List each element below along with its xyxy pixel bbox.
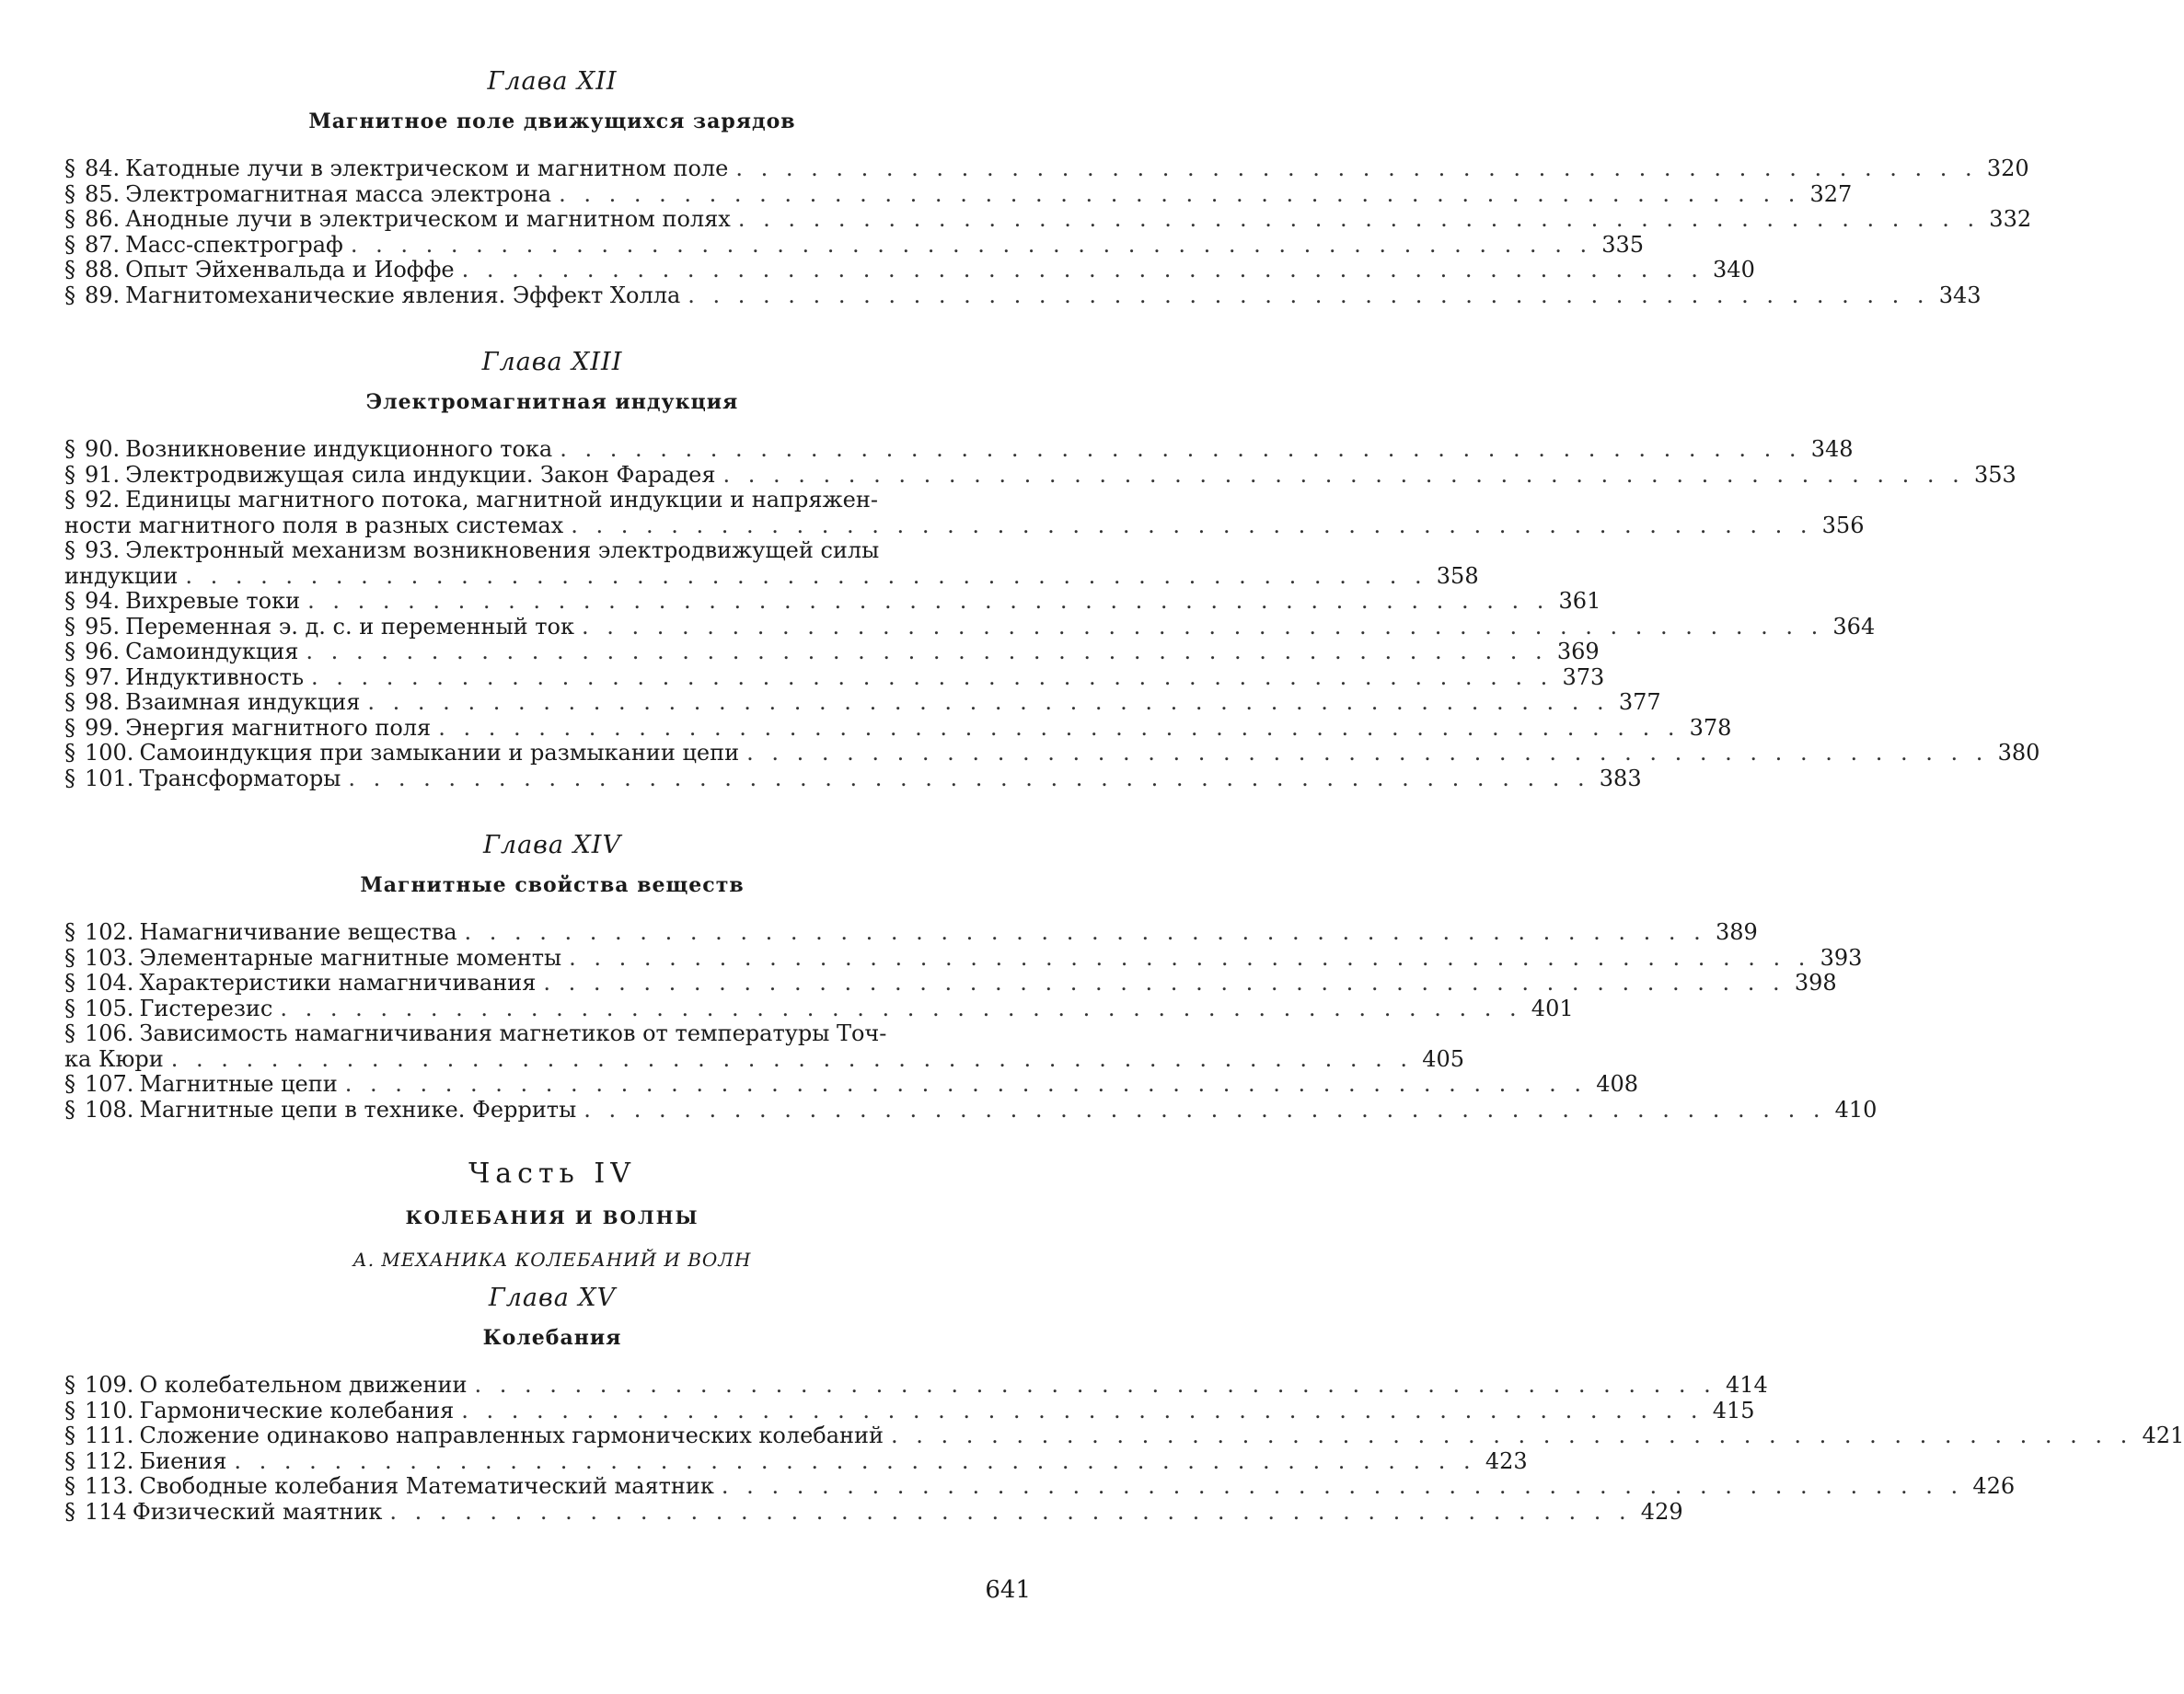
leader-dots: . . . . . . . . . . . . . . . . . . . . . . . . . . . . . . . . . . . . . . . . . . . . . . . . . . (746, 741, 1988, 766)
leader-dots: . . . . . . . . . . . . . . . . . . . . . . . . . . . . . . . . . . . . . . . . . . . . . . . . . . (367, 690, 1609, 716)
leader-dots: . . . . . . . . . . . . . . . . . . . . . . . . . . . . . . . . . . . . . . . . . . . . . . . . . . (307, 589, 1549, 615)
leader-dots: . . . . . . . . . . . . . . . . . . . . . . . . . . . . . . . . . . . . . . . . . . . . . . . . . . (311, 665, 1553, 691)
entry-page: 378 (1687, 716, 1731, 742)
entry-number: 114 (85, 1500, 127, 1526)
entry-page: 426 (1970, 1474, 2015, 1500)
leader-dots: . . . . . . . . . . . . . . . . . . . . . . . . . . . . . . . . . . . . . . . . . . . . . . . . . . (582, 615, 1823, 640)
entry-title: Трансформаторы (139, 766, 341, 792)
chapter-title: Электромагнитная индукция (64, 387, 1040, 417)
toc-entry (64, 538, 1040, 589)
leader-dots: . . . . . . . . . . . . . . . . . . . . . . . . . . . . . . . . . . . . . . . . . . . . . . . . . . (560, 437, 1801, 463)
entry-page: 361 (1556, 589, 1600, 615)
section-sign: § (64, 920, 85, 946)
toc-entry (64, 1449, 1040, 1475)
entry-page: 332 (1987, 207, 2031, 233)
entry-title: Магнитные цепи (139, 1072, 337, 1098)
entry-number: 91. (85, 463, 120, 489)
section-title: А. МЕХАНИКА КОЛЕБАНИЙ И ВОЛН (64, 1246, 1040, 1273)
toc-entry (64, 1072, 1040, 1098)
leader-dots: . . . . . . . . . . . . . . . . . . . . . . . . . . . . . . . . . . . . . . . . . . . . . . . . . . (543, 971, 1785, 997)
entry-page: 327 (1808, 182, 1852, 208)
entry-title: Намагничивание вещества (139, 920, 456, 946)
entry-number: 95. (85, 615, 120, 640)
leader-dots: . . . . . . . . . . . . . . . . . . . . . . . . . . . . . . . . . . . . . . . . . . . . . . . . . . (348, 766, 1589, 792)
section-sign: § (64, 1474, 85, 1500)
toc-list (64, 156, 1040, 308)
entry-number: 107. (85, 1072, 133, 1098)
entry-number: 96. (85, 640, 120, 665)
entry-title: Опыт Эйхенвальда и Иоффе (125, 258, 454, 283)
toc-page (64, 64, 1040, 1525)
entry-number: 87. (85, 233, 120, 259)
leader-dots: . . . . . . . . . . . . . . . . . . . . . . . . . . . . . . . . . . . . . . . . . . . . . . . . . . (351, 233, 1592, 259)
part-label: Часть IV (64, 1156, 1040, 1193)
entry-number: 86. (85, 207, 120, 233)
leader-dots: . . . . . . . . . . . . . . . . . . . . . . . . . . . . . . . . . . . . . . . . . . . . . . . . . . (559, 182, 1800, 208)
entry-title: Единицы магнитного потока, магнитной индукции и напряжен- (125, 488, 878, 513)
entry-page: 353 (1972, 463, 2016, 489)
leader-dots: . . . . . . . . . . . . . . . . . . . . . . . . . . . . . . . . . . . . . . . . . . . . . . . . . . (345, 1072, 1587, 1098)
entry-page: 383 (1598, 766, 1642, 792)
toc-entry (64, 615, 1040, 640)
chapter-label: Глава XIII (64, 345, 1040, 380)
entry-page: 340 (1711, 258, 1755, 283)
section-sign: § (64, 437, 85, 463)
toc-entry (64, 589, 1040, 615)
toc-entry (64, 690, 1040, 716)
toc-entry (64, 1373, 1040, 1399)
entry-number: 108. (85, 1098, 133, 1124)
entry-page: 377 (1617, 690, 1661, 716)
toc-list (64, 920, 1040, 1123)
toc-entry (64, 997, 1040, 1022)
entry-number: 102. (85, 920, 133, 946)
entry-title: Самоиндукция (125, 640, 298, 665)
entry-title-continued: ности магнитного поля в разных системах (64, 513, 563, 539)
entry-page: 414 (1724, 1373, 1768, 1399)
section-sign: § (64, 716, 85, 742)
entry-number: 111. (85, 1423, 133, 1449)
toc-list (64, 1373, 1040, 1525)
entry-title: Магнитные цепи в технике. Ферриты (139, 1098, 576, 1124)
entry-number: 88. (85, 258, 120, 283)
toc-entry (64, 1021, 1040, 1072)
toc-entry (64, 463, 1040, 489)
entry-title: Элементарные магнитные моменты (139, 946, 561, 972)
entry-number: 112. (85, 1449, 133, 1475)
section-sign: § (64, 463, 85, 489)
entry-title: Физический маятник (133, 1500, 383, 1526)
chapter-label: Глава XIV (64, 828, 1040, 863)
section-sign: § (64, 1098, 85, 1124)
section-sign: § (64, 207, 85, 233)
section-sign: § (64, 1021, 85, 1047)
leader-dots: . . . . . . . . . . . . . . . . . . . . . . . . . . . . . . . . . . . . . . . . . . . . . . . . . . (465, 920, 1706, 946)
toc-entry (64, 1474, 1040, 1500)
toc-entry (64, 437, 1040, 463)
entry-title: Взаимная индукция (125, 690, 360, 716)
toc-list (64, 437, 1040, 791)
leader-dots: . . . . . . . . . . . . . . . . . . . . . . . . . . . . . . . . . . . . . . . . . . . . . . . . . . (738, 207, 1980, 233)
entry-number: 109. (85, 1373, 133, 1399)
entry-title: Самоиндукция при замыкании и размыкании цепи (139, 741, 739, 766)
section-sign: § (64, 766, 85, 792)
leader-dots: . . . . . . . . . . . . . . . . . . . . . . . . . . . . . . . . . . . . . . . . . . . . . . . . . . (234, 1449, 1475, 1475)
entry-page: 423 (1484, 1449, 1528, 1475)
leader-dots: . . . . . . . . . . . . . . . . . . . . . . . . . . . . . . . . . . . . . . . . . . . . . . . . . . (185, 564, 1427, 590)
chapter-block (64, 64, 1040, 308)
entry-title: Зависимость намагничивания магнетиков от температуры Точ- (139, 1021, 886, 1047)
section-sign: § (64, 997, 85, 1022)
toc-entry (64, 920, 1040, 946)
toc-entry (64, 946, 1040, 972)
entry-number: 106. (85, 1021, 133, 1047)
section-sign: § (64, 665, 85, 691)
entry-page: 389 (1714, 920, 1758, 946)
entry-page: 393 (1818, 946, 1862, 972)
entry-number: 92. (85, 488, 120, 513)
entry-title: Электродвижущая сила индукции. Закон Фарадея (125, 463, 715, 489)
toc-entry (64, 716, 1040, 742)
entry-page: 343 (1937, 283, 1982, 309)
entry-title: Свободные колебания Математический маятник (139, 1474, 713, 1500)
toc-entry (64, 156, 1040, 182)
toc-entry (64, 665, 1040, 691)
entry-page: 421 (2140, 1423, 2184, 1449)
toc-entry (64, 488, 1040, 538)
chapter-label: Глава XV (64, 1281, 1040, 1316)
entry-title: Энергия магнитного поля (125, 716, 431, 742)
part-block (64, 1156, 1040, 1273)
entry-page: 369 (1555, 640, 1600, 665)
leader-dots: . . . . . . . . . . . . . . . . . . . . . . . . . . . . . . . . . . . . . . . . . . . . . . . . . . (462, 258, 1704, 283)
toc-entry (64, 971, 1040, 997)
section-sign: § (64, 258, 85, 283)
entry-page: 364 (1831, 615, 1875, 640)
entry-number: 98. (85, 690, 120, 716)
entry-number: 113. (85, 1474, 133, 1500)
entry-title: Характеристики намагничивания (139, 971, 536, 997)
entry-page: 410 (1832, 1098, 1877, 1124)
section-sign: § (64, 640, 85, 665)
toc-entry (64, 1098, 1040, 1124)
entry-number: 105. (85, 997, 133, 1022)
leader-dots: . . . . . . . . . . . . . . . . . . . . . . . . . . . . . . . . . . . . . . . . . . . . . . . . . . (722, 1474, 1963, 1500)
entry-page: 401 (1530, 997, 1574, 1022)
entry-title: Возникновение индукционного тока (125, 437, 552, 463)
section-sign: § (64, 690, 85, 716)
chapter-title: Магнитные свойства веществ (64, 870, 1040, 900)
leader-dots: . . . . . . . . . . . . . . . . . . . . . . . . . . . . . . . . . . . . . . . . . . . . . . . . . . (389, 1500, 1631, 1526)
toc-entry (64, 1423, 1040, 1449)
entry-title: Биения (139, 1449, 226, 1475)
entry-title: Переменная э. д. с. и переменный ток (125, 615, 574, 640)
entry-number: 84. (85, 156, 120, 182)
entry-title: Катодные лучи в электрическом и магнитном поле (125, 156, 728, 182)
chapter-block (64, 828, 1040, 1123)
entry-page: 408 (1594, 1072, 1638, 1098)
entry-number: 94. (85, 589, 120, 615)
entry-title: Гистерезис (139, 997, 272, 1022)
section-sign: § (64, 615, 85, 640)
entry-title: Сложение одинаково направленных гармонических колебаний (139, 1423, 884, 1449)
section-sign: § (64, 1423, 85, 1449)
entry-number: 100. (85, 741, 133, 766)
entry-page: 356 (1820, 513, 1864, 539)
entry-number: 110. (85, 1399, 133, 1424)
entry-title: Масс-спектрограф (125, 233, 343, 259)
entry-page: 358 (1435, 564, 1479, 590)
entry-title: Индуктивность (125, 665, 304, 691)
entry-number: 101. (85, 766, 133, 792)
leader-dots: . . . . . . . . . . . . . . . . . . . . . . . . . . . . . . . . . . . . . . . . . . . . . . . . . . (584, 1098, 1825, 1124)
toc-entry (64, 258, 1040, 283)
chapter-label: Глава XII (64, 64, 1040, 99)
entry-title: Гармонические колебания (139, 1399, 454, 1424)
page-number: 641 (985, 1576, 1031, 1604)
entry-number: 89. (85, 283, 120, 309)
toc-entry (64, 1399, 1040, 1424)
entry-number: 85. (85, 182, 120, 208)
entry-page: 348 (1809, 437, 1854, 463)
entry-page: 398 (1793, 971, 1837, 997)
entry-title: Вихревые токи (125, 589, 300, 615)
entry-number: 93. (85, 538, 120, 564)
toc-entry (64, 766, 1040, 792)
entry-title: Анодные лучи в электрическом и магнитном полях (125, 207, 731, 233)
leader-dots: . . . . . . . . . . . . . . . . . . . . . . . . . . . . . . . . . . . . . . . . . . . . . . . . . . (171, 1047, 1413, 1073)
leader-dots: . . . . . . . . . . . . . . . . . . . . . . . . . . . . . . . . . . . . . . . . . . . . . . . . . . (569, 946, 1810, 972)
section-sign: § (64, 488, 85, 513)
section-sign: § (64, 589, 85, 615)
leader-dots: . . . . . . . . . . . . . . . . . . . . . . . . . . . . . . . . . . . . . . . . . . . . . . . . . . (438, 716, 1680, 742)
toc-entry (64, 283, 1040, 309)
entry-title: О колебательном движении (139, 1373, 467, 1399)
section-sign: § (64, 946, 85, 972)
leader-dots: . . . . . . . . . . . . . . . . . . . . . . . . . . . . . . . . . . . . . . . . . . . . . . . . . . (571, 513, 1812, 539)
toc-entry (64, 182, 1040, 208)
leader-dots: . . . . . . . . . . . . . . . . . . . . . . . . . . . . . . . . . . . . . . . . . . . . . . . . . . (735, 156, 1977, 182)
entry-page: 429 (1639, 1500, 1683, 1526)
leader-dots: . . . . . . . . . . . . . . . . . . . . . . . . . . . . . . . . . . . . . . . . . . . . . . . . . . (306, 640, 1547, 665)
chapter-title: Колебания (64, 1323, 1040, 1353)
chapter-block (64, 345, 1040, 791)
entry-number: 103. (85, 946, 133, 972)
entry-title-continued: ка Кюри (64, 1047, 164, 1073)
entry-page: 405 (1420, 1047, 1464, 1073)
leader-dots: . . . . . . . . . . . . . . . . . . . . . . . . . . . . . . . . . . . . . . . . . . . . . . . . . . (891, 1423, 2132, 1449)
section-sign: § (64, 1373, 85, 1399)
entry-title: Электромагнитная масса электрона (125, 182, 551, 208)
section-sign: § (64, 741, 85, 766)
chapter-block (64, 1281, 1040, 1525)
leader-dots: . . . . . . . . . . . . . . . . . . . . . . . . . . . . . . . . . . . . . . . . . . . . . . . . . . (280, 997, 1521, 1022)
entry-number: 90. (85, 437, 120, 463)
entry-title: Магнитомеханические явления. Эффект Холла (125, 283, 680, 309)
leader-dots: . . . . . . . . . . . . . . . . . . . . . . . . . . . . . . . . . . . . . . . . . . . . . . . . . . (475, 1373, 1716, 1399)
entry-page: 415 (1711, 1399, 1755, 1424)
toc-entry (64, 1500, 1040, 1526)
section-sign: § (64, 182, 85, 208)
entry-page: 373 (1560, 665, 1604, 691)
entry-page: 380 (1995, 741, 2040, 766)
entry-page: 320 (1985, 156, 2029, 182)
chapter-title: Магнитное поле движущихся зарядов (64, 107, 1040, 136)
entry-title: Электронный механизм возникновения электродвижущей силы (125, 538, 879, 564)
leader-dots: . . . . . . . . . . . . . . . . . . . . . . . . . . . . . . . . . . . . . . . . . . . . . . . . . . (461, 1399, 1703, 1424)
toc-entry (64, 741, 1040, 766)
toc-entry (64, 233, 1040, 259)
section-sign: § (64, 1072, 85, 1098)
section-sign: § (64, 971, 85, 997)
entry-page: 335 (1600, 233, 1644, 259)
section-sign: § (64, 1500, 85, 1526)
section-sign: § (64, 233, 85, 259)
section-sign: § (64, 156, 85, 182)
entry-number: 97. (85, 665, 120, 691)
section-sign: § (64, 1449, 85, 1475)
toc-entry (64, 640, 1040, 665)
entry-number: 99. (85, 716, 120, 742)
toc-entry (64, 207, 1040, 233)
section-sign: § (64, 538, 85, 564)
section-sign: § (64, 283, 85, 309)
part-title: КОЛЕБАНИЯ И ВОЛНЫ (64, 1204, 1040, 1231)
entry-title-continued: индукции (64, 564, 178, 590)
leader-dots: . . . . . . . . . . . . . . . . . . . . . . . . . . . . . . . . . . . . . . . . . . . . . . . . . . (723, 463, 1965, 489)
entry-number: 104. (85, 971, 133, 997)
leader-dots: . . . . . . . . . . . . . . . . . . . . . . . . . . . . . . . . . . . . . . . . . . . . . . . . . . (688, 283, 1929, 309)
section-sign: § (64, 1399, 85, 1424)
